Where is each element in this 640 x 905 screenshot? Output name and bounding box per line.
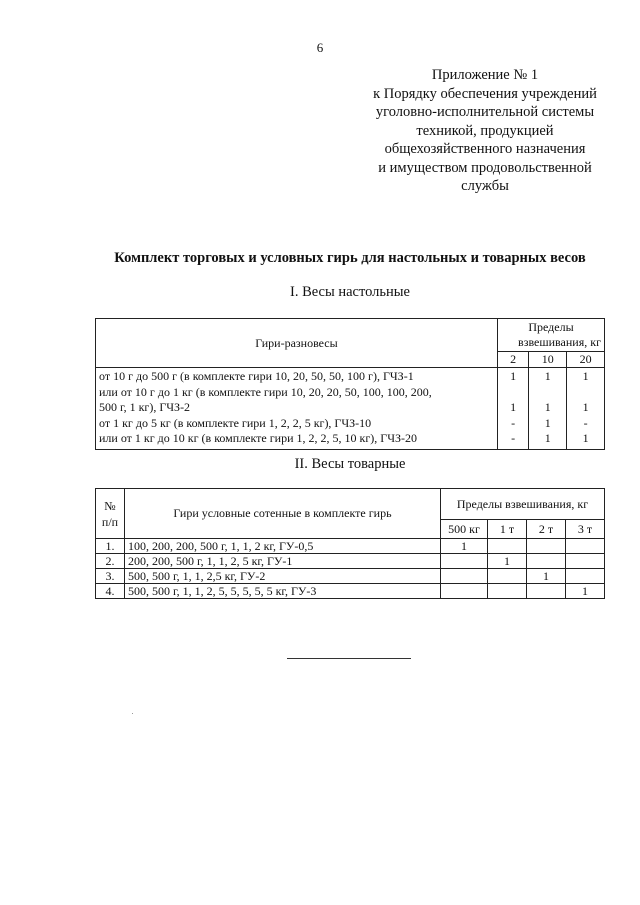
cell-value: 1: [544, 415, 551, 430]
appendix-line: уголовно-исполнительной системы: [375, 104, 595, 120]
document-title: Комплект торговых и условных гирь для настольных и товарных весов: [114, 250, 586, 266]
table-row: [96, 539, 605, 554]
values-col-2: [498, 368, 529, 450]
header-limits-line: Пределы: [528, 320, 574, 334]
cell-value: 1: [582, 431, 589, 445]
limit-col-500kg: 500 кг: [441, 520, 488, 539]
cell-value: [441, 584, 488, 599]
section-title-commercial: II. Весы товарные: [294, 456, 406, 472]
header-number: [96, 489, 125, 539]
appendix-heading: [350, 66, 620, 196]
cell-value: 1: [441, 539, 488, 554]
header-limits-line: взвешивания, кг: [518, 335, 601, 349]
weights-line: от 10 г до 500 г (в комплекте гири 10, 20, 50, 50, 100 г), ГЧЗ-1: [99, 369, 414, 383]
cell-value: 1: [510, 369, 517, 383]
appendix-line: Приложение № 1: [431, 67, 539, 83]
header-weights: Гири-разновесы: [96, 319, 498, 368]
row-name: 100, 200, 200, 500 г, 1, 1, 2 кг, ГУ-0,5: [125, 539, 441, 554]
cell-value: [527, 539, 566, 554]
cell-value: 1: [582, 369, 589, 383]
row-number: 1.: [96, 539, 125, 554]
appendix-line: службы: [461, 178, 509, 194]
cell-value: [527, 554, 566, 569]
cell-value: 1: [544, 400, 551, 414]
row-name: 200, 200, 500 г, 1, 1, 2, 5 кг, ГУ-1: [125, 554, 441, 569]
commercial-scales-table: [95, 488, 605, 599]
cell-value: 1: [510, 400, 517, 414]
header-number-line: п/п: [101, 514, 119, 529]
table-row: [96, 584, 605, 599]
closing-rule: [287, 658, 411, 659]
header-limits: Пределы взвешивания, кг: [441, 489, 605, 520]
scan-speck: [132, 713, 133, 714]
cell-value: [488, 539, 527, 554]
appendix-line: и имуществом продовольственной: [378, 159, 592, 176]
limit-col-2: 2: [498, 352, 529, 368]
row-number: 2.: [96, 554, 125, 569]
cell-value: -: [511, 431, 516, 445]
cell-value: -: [583, 415, 588, 430]
row-name: 500, 500 г, 1, 1, 2, 5, 5, 5, 5, 5 кг, ГУ-3: [125, 584, 441, 599]
cell-value: [441, 554, 488, 569]
weights-line: или от 1 кг до 10 кг (в комплекте гири 1, 2, 2, 5, 10 кг), ГЧЗ-20: [99, 431, 418, 445]
cell-value: [488, 584, 527, 599]
table-row: [96, 569, 605, 584]
weights-line: 500 г, 1 кг), ГЧЗ-2: [99, 400, 191, 414]
cell-value: [532, 385, 563, 401]
weights-line: или от 10 г до 1 кг (в комплекте гири 10, 20, 20, 50, 100, 100, 200,: [99, 384, 432, 399]
cell-value: 1: [488, 554, 527, 569]
limit-col-20: 20: [567, 352, 605, 368]
row-name: 500, 500 г, 1, 1, 2,5 кг, ГУ-2: [125, 569, 441, 584]
appendix-line: к Порядку обеспечения учреждений: [373, 85, 597, 102]
row-number: 3.: [96, 569, 125, 584]
cell-value: 1: [544, 431, 551, 445]
cell-value: [501, 385, 525, 401]
limit-col-3t: 3 т: [566, 520, 605, 539]
limit-col-10: 10: [529, 352, 567, 368]
cell-value: [566, 539, 605, 554]
appendix-line: техникой, продукцией: [416, 122, 554, 139]
table-row: [96, 554, 605, 569]
cell-value: [488, 569, 527, 584]
cell-value: 1: [566, 584, 605, 599]
header-name: Гири условные сотенные в комплекте гирь: [125, 489, 441, 539]
values-col-20: [567, 368, 605, 450]
cell-value: 1: [582, 400, 589, 414]
header-number-line: №: [104, 498, 116, 513]
cell-value: [566, 554, 605, 569]
header-limits: [498, 319, 605, 352]
cell-value: [570, 385, 601, 401]
appendix-line: общехозяйственного назначения: [384, 141, 586, 157]
weights-list: [96, 368, 498, 450]
limit-col-1t: 1 т: [488, 520, 527, 539]
row-number: 4.: [96, 584, 125, 599]
values-col-10: [529, 368, 567, 450]
cell-value: 1: [527, 569, 566, 584]
cell-value: [527, 584, 566, 599]
cell-value: -: [511, 415, 516, 430]
section-title-tabletop: I. Весы настольные: [290, 284, 410, 300]
weights-line: от 1 кг до 5 кг (в комплекте гири 1, 2, 2, 5 кг), ГЧЗ-10: [99, 415, 372, 430]
cell-value: [441, 569, 488, 584]
cell-value: [566, 569, 605, 584]
tabletop-scales-table: [95, 318, 605, 450]
cell-value: 1: [544, 369, 551, 383]
page-number: 6: [316, 40, 324, 55]
limit-col-2t: 2 т: [527, 520, 566, 539]
